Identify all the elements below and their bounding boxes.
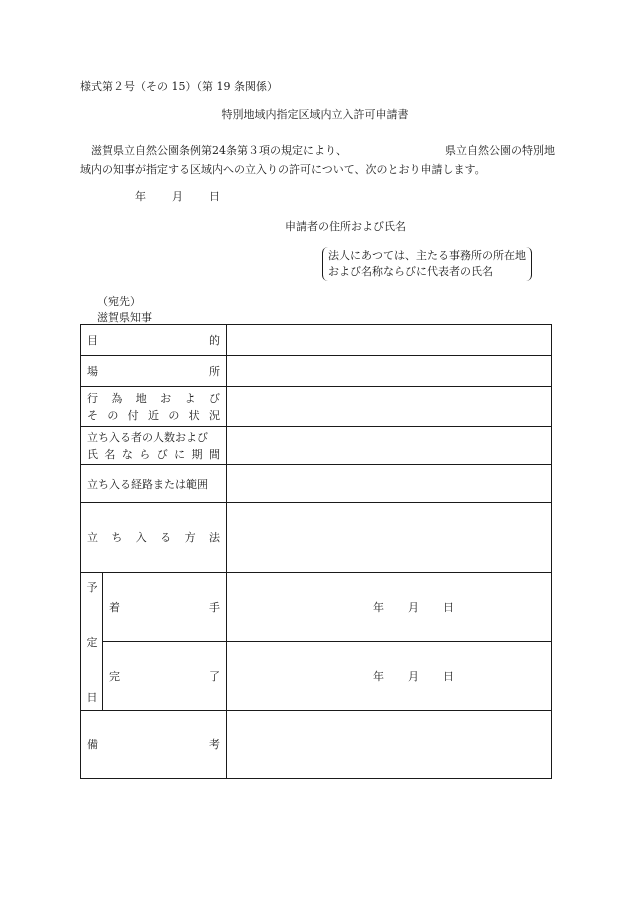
row-finish [81, 642, 552, 711]
application-table [80, 324, 552, 779]
row-start [81, 573, 552, 642]
method-label: 立 ち 入 る 方 法 [81, 503, 227, 573]
row-remarks [81, 711, 552, 779]
start-label: 着 手 [103, 573, 227, 642]
row-act-site [81, 387, 552, 427]
row-persons [81, 427, 552, 465]
finish-label: 完 了 [103, 642, 227, 711]
corporation-note [322, 247, 532, 281]
place-field[interactable] [227, 356, 552, 387]
row-route [81, 465, 552, 503]
form-number: 様式第２号（その 15）（第 19 条関係） [80, 80, 278, 93]
purpose-label: 目 的 [81, 325, 227, 356]
act-site-label: 行 為 地 お よ び そ の 付 近 の 状 況 [81, 387, 227, 427]
remarks-field[interactable] [227, 711, 552, 779]
remarks-label: 備 考 [81, 711, 227, 779]
start-date-field[interactable]: 年 月 日 [227, 573, 552, 642]
document-title: 特別地域内指定区域内立入許可申請書 [221, 108, 409, 121]
statement-line1-b: 県立自然公園の特別地 [445, 144, 555, 157]
row-purpose [81, 325, 552, 356]
statement-line2: 域内の知事が指定する区域内への立入りの許可について、次のとおり申請します。 [80, 163, 486, 176]
corporation-note-line2: および名称ならびに代表者の氏名 [328, 265, 493, 278]
row-method [81, 503, 552, 573]
persons-label: 立ち入る者の人数および 氏 名 な ら び に 期 間 [81, 427, 227, 465]
route-label: 立ち入る経路または範囲 [81, 465, 227, 503]
applicant-label: 申請者の住所および氏名 [285, 220, 406, 233]
place-label: 場 所 [81, 356, 227, 387]
date-day: 日 [209, 190, 220, 203]
row-place [81, 356, 552, 387]
method-field[interactable] [227, 503, 552, 573]
addressee-prefix: （宛先） [97, 295, 141, 308]
finish-date-field[interactable]: 年 月 日 [227, 642, 552, 711]
date-month: 月 [172, 190, 183, 203]
schedule-label: 予 定 日 [81, 573, 103, 711]
persons-field[interactable] [227, 427, 552, 465]
purpose-field[interactable] [227, 325, 552, 356]
corporation-note-line1: 法人にあつては、主たる事務所の所在地 [328, 249, 526, 262]
addressee-name: 滋賀県知事 [97, 311, 152, 324]
route-field[interactable] [227, 465, 552, 503]
act-site-field[interactable] [227, 387, 552, 427]
date-year: 年 [135, 190, 146, 203]
application-statement [80, 141, 555, 179]
statement-line1-a: 滋賀県立自然公園条例第24条第３項の規定により、 [91, 144, 347, 157]
application-date[interactable] [135, 190, 220, 203]
